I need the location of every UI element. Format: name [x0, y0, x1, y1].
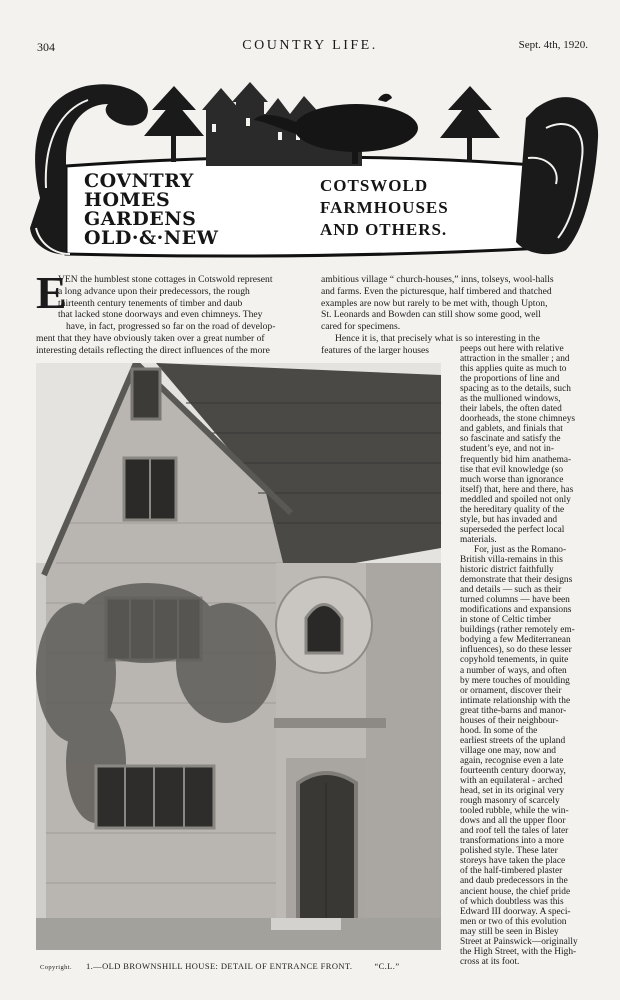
text-line: influences), so do these lesser	[460, 645, 572, 656]
text-line: copyhold tenements, in quite	[460, 655, 569, 666]
text-line: a long advance upon their predecessors, the rough	[58, 285, 250, 297]
text-line: bodying a few Mediterranean	[460, 635, 571, 646]
text-line: of which doubtless was this	[460, 896, 564, 907]
text-line: frequently bid him anathema-	[460, 454, 572, 465]
text-line: the proportions of line and	[460, 374, 560, 385]
masthead: COUNTRY LIFE.	[242, 38, 378, 53]
text-line: student’s eye, and not in-	[460, 444, 554, 455]
text-line: earliest streets of the upland	[460, 735, 566, 746]
caption-text: 1.—OLD BROWNSHILL HOUSE: DETAIL OF ENTRANCE FRONT.	[86, 961, 353, 971]
narrow-column	[460, 344, 596, 967]
text-line: their labels, the often dated	[460, 404, 562, 415]
text-line: transformations into a more	[460, 836, 564, 847]
text-line: British villa-remains in this	[460, 554, 563, 565]
text-line: ancient house, the chief pride	[460, 886, 571, 897]
text-line: thirteenth century tenements of timber and daub	[58, 297, 243, 309]
left-column-intro	[36, 274, 308, 357]
text-line: Street at Painswick—originally	[460, 936, 578, 947]
text-line: much worse than ignorance	[460, 474, 564, 485]
arched-doorway	[298, 773, 356, 923]
drop-cap: E	[36, 267, 67, 318]
tree-right	[440, 86, 500, 162]
title-line: COTSWOLD	[320, 176, 429, 195]
title-line: FARMHOUSES	[320, 198, 449, 217]
text-line: again, recognise even a late	[460, 755, 564, 766]
oval-window	[306, 605, 342, 654]
text-line: Edward III doorway. A speci-	[460, 906, 571, 917]
text-line: tooled rubble, while the win-	[460, 806, 569, 817]
text-line: itself) that, here and there, has	[460, 484, 574, 495]
text-line: rough masonry of scarcely	[460, 796, 560, 807]
text-line: a number of ways, and often	[460, 665, 567, 676]
photo-credit: “C.L.”	[374, 961, 400, 971]
text-line: great tithe-barns and manor-	[460, 705, 567, 716]
attic-window	[132, 369, 160, 419]
copyright-label: Copyright.	[40, 964, 72, 971]
text-line: that lacked stone doorways and even chimneys. They	[58, 309, 263, 321]
article-title	[320, 175, 449, 241]
text-line: style, but has invaded and	[460, 514, 558, 525]
text-line: and daub predecessors in the	[460, 876, 568, 887]
text-line: superseded the perfect local	[460, 524, 565, 535]
issue-date: Sept. 4th, 1920.	[518, 39, 588, 51]
text-line: ment that they have obviously taken over a great number of	[36, 332, 265, 344]
text-line: meddled and spoiled not only	[460, 494, 571, 505]
text-line: demonstrate that their designs	[460, 575, 573, 586]
text-line: peeps out here with relative	[460, 344, 564, 354]
text-line: buildings (rather remotely em-	[460, 625, 575, 636]
text-line: by mere touches of moulding	[460, 675, 570, 686]
text-line: cross at its foot.	[460, 956, 520, 967]
text-line: the High Street, with the High-	[460, 946, 577, 957]
text-line: have, in fact, progressed so far on the road of develop-	[66, 321, 276, 333]
text-line: St. Leonards and Bowden can still show some good, well	[321, 309, 541, 321]
text-line: attraction in the smaller ; and	[460, 354, 570, 365]
text-line: dows and all the upper floor	[460, 816, 566, 827]
photo-caption	[40, 961, 400, 971]
text-line: this applies quite as much to	[460, 364, 567, 375]
text-line: head, set in its original very	[460, 786, 565, 797]
text-line: may still be seen in Bisley	[460, 926, 559, 937]
text-line: historic district faithfully	[460, 565, 554, 576]
text-line: of the half-timbered plaster	[460, 866, 563, 877]
tree-left	[144, 86, 204, 162]
text-line: and gablets, and finials that	[460, 424, 563, 435]
series-line: HOMES	[84, 189, 171, 211]
text-line: examples are now but rarely to be met with, though Upton,	[321, 297, 548, 309]
text-line: polished style. These later	[460, 846, 558, 857]
text-line: Hence it is, that precisely what is so interesting in the	[335, 332, 540, 344]
text-line: fourteenth century doorway,	[460, 765, 566, 776]
page-number: 304	[37, 40, 55, 54]
text-line: in stone of Celtic timber	[460, 615, 552, 626]
text-line: village one may, now and	[460, 745, 556, 756]
text-line: houses of their neighbour-	[460, 715, 559, 726]
title-line: AND OTHERS.	[320, 220, 448, 239]
series-line: COVNTRY	[84, 170, 194, 192]
text-line: modifications and expansions	[460, 605, 572, 616]
text-line: features of the larger houses	[321, 344, 429, 356]
text-line: cared for specimens.	[321, 321, 401, 333]
text-line: materials.	[460, 534, 497, 545]
text-line: men or two of this evolution	[460, 916, 567, 927]
text-line: and farms. Even the picturesque, half timbered and thatched	[321, 285, 552, 297]
text-line: as the mullioned windows,	[460, 394, 561, 405]
series-line: OLD·&·NEW	[84, 227, 219, 249]
text-line: and details — such as their	[460, 585, 562, 596]
text-line: intimate relationship with the	[460, 695, 571, 706]
text-line: spacing as to the details, such	[460, 384, 571, 395]
text-line: For, just as the Romano-	[474, 544, 567, 555]
text-line: and roof tell the tales of later	[460, 826, 569, 837]
text-line: hood. In some of the	[460, 725, 538, 736]
text-line: turned columns — have been	[460, 595, 570, 606]
text-line: with an equilateral - arched	[460, 776, 563, 787]
text-line: ambitious village “ church-houses,” inns, tolseys, wool-halls	[321, 274, 554, 285]
text-line: the hereditary quality of the	[460, 504, 565, 515]
text-line: so fascinate and satisfy the	[460, 434, 561, 445]
text-line: tise that evil knowledge (so	[460, 464, 564, 475]
house-photograph	[36, 363, 441, 950]
text-line: interesting details reflecting the direct influences of the more	[36, 344, 270, 356]
text-line: VEN the humblest stone cottages in Cotswold represent	[58, 274, 273, 285]
text-line: or ornament, discover their	[460, 685, 562, 696]
series-line: GARDENS	[84, 208, 197, 230]
series-title	[84, 172, 234, 248]
text-line: doorheads, the stone chimneys	[460, 414, 576, 425]
text-line: storeys have taken the place	[460, 856, 566, 867]
